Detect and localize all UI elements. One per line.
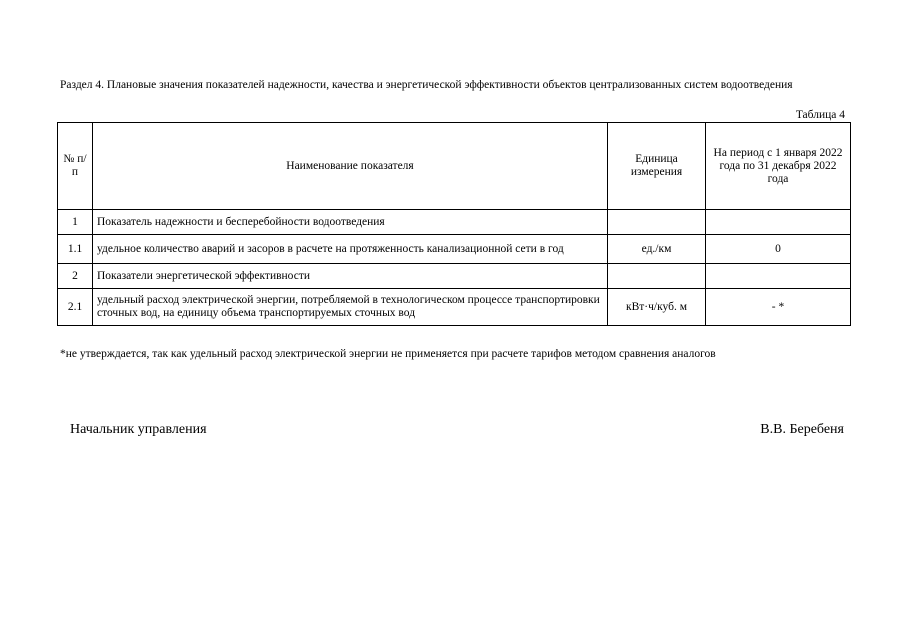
row-num: 2 [58, 264, 93, 289]
row-unit: ед./км [608, 235, 706, 264]
row-value [706, 210, 851, 235]
row-unit: кВт·ч/куб. м [608, 289, 706, 326]
row-name: Показатель надежности и бесперебойности водоотведения [93, 210, 608, 235]
indicators-table [57, 122, 851, 326]
row-unit [608, 210, 706, 235]
table-header-row [58, 123, 851, 210]
section-title: Раздел 4. Плановые значения показателей надежности, качества и энергетической эффективности объектов централизованных систем водоотведения [60, 79, 793, 91]
table-row [58, 289, 851, 326]
table-caption: Таблица 4 [795, 109, 845, 121]
row-name: удельный расход электрической энергии, потребляемой в технологическом процессе транспортировки сточных вод, на единицу объема транспортируемых сточных вод [93, 289, 608, 326]
header-num: № п/п [58, 123, 93, 210]
row-num: 2.1 [58, 289, 93, 326]
row-value [706, 264, 851, 289]
row-name: удельное количество аварий и засоров в расчете на протяженность канализационной сети в год [93, 235, 608, 264]
header-unit: Единица измерения [608, 123, 706, 210]
table-row [58, 235, 851, 264]
signature-name: В.В. Беребеня [760, 422, 844, 437]
row-name: Показатели энергетической эффективности [93, 264, 608, 289]
table-row [58, 264, 851, 289]
header-period: На период с 1 января 2022 года по 31 декабря 2022 года [706, 123, 851, 210]
row-value: - * [706, 289, 851, 326]
row-unit [608, 264, 706, 289]
signature-title: Начальник управления [70, 422, 207, 437]
footnote: *не утверждается, так как удельный расход электрической энергии не применяется при расчете тарифов методом сравнения аналогов [60, 348, 716, 360]
row-value: 0 [706, 235, 851, 264]
row-num: 1 [58, 210, 93, 235]
table-row [58, 210, 851, 235]
row-num: 1.1 [58, 235, 93, 264]
header-name: Наименование показателя [93, 123, 608, 210]
